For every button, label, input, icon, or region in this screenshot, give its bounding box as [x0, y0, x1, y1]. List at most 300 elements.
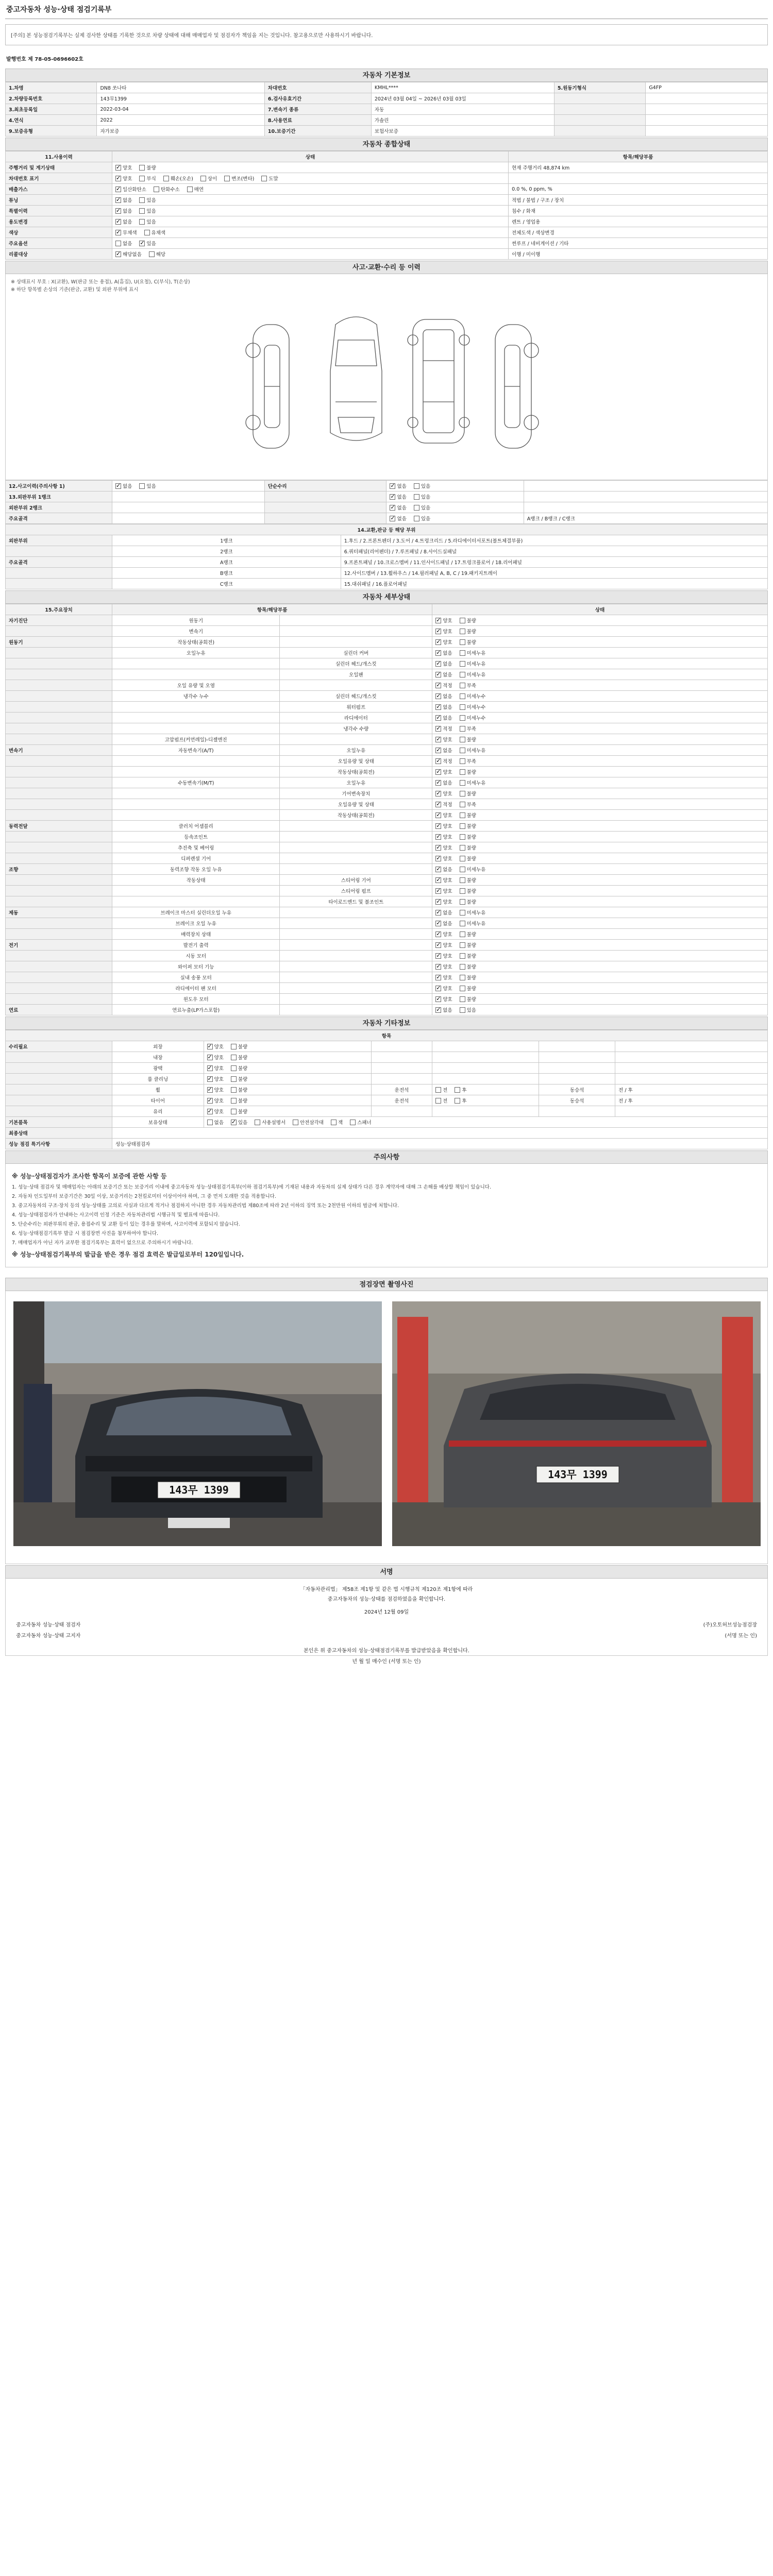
checkbox-option[interactable]: ✓ 양호 — [207, 1097, 224, 1104]
field-value: 보험사보증 — [371, 126, 554, 137]
checkbox-option[interactable]: 불량 — [231, 1097, 247, 1104]
device-group: 원동기 — [6, 637, 112, 648]
checkbox-option[interactable]: ✓ 없음 — [435, 779, 452, 786]
checked-box-icon[interactable] — [207, 1065, 213, 1071]
checkbox-option[interactable]: 없음 — [207, 1118, 224, 1126]
checkbox-option[interactable]: ✓ 양호 — [115, 175, 132, 182]
checked-box-icon[interactable] — [435, 996, 441, 1002]
row-label: 최종상태 — [6, 1128, 112, 1139]
checked-box-icon[interactable] — [435, 931, 441, 937]
checked-box-icon[interactable] — [435, 693, 441, 699]
empty-box-icon[interactable] — [460, 748, 465, 753]
checkbox-option[interactable]: ✓ 양호 — [207, 1054, 224, 1061]
checkbox-option[interactable]: 불량 — [231, 1108, 247, 1115]
caution-item: 1. 성능·상태 점검자 및 매매업자는 아래의 보증기간 또는 보증거리 이내에 중고자동차 성능·상태점검기록부(이하 점검기록부)에 기재된 내용과 자동차의 실제 상태가 다른 경우 계약자에 대해 그 손해를 배상할 책임이 있습니다. — [12, 1184, 491, 1190]
empty-box-icon[interactable] — [460, 921, 465, 926]
checkbox-option[interactable]: ✓ 없음 — [115, 196, 132, 204]
empty-box-icon[interactable] — [460, 683, 465, 688]
checkbox-option[interactable]: ✓ 없음 — [390, 482, 406, 489]
checked-box-icon[interactable] — [435, 834, 441, 840]
empty-box-icon[interactable] — [231, 1076, 237, 1082]
item-name: 발전기 출력 — [112, 940, 280, 951]
checkbox-option[interactable]: ✓ 무채색 — [115, 229, 137, 236]
empty-box-icon[interactable] — [460, 986, 465, 991]
side-label — [539, 1041, 615, 1052]
checkbox-option[interactable]: ✓ 없음 — [435, 920, 452, 927]
checked-box-icon[interactable] — [435, 769, 441, 775]
empty-box-icon[interactable] — [460, 1007, 465, 1013]
item-name — [112, 810, 280, 821]
empty-box-icon[interactable] — [460, 737, 465, 742]
checkbox-option[interactable]: 미세누유 — [460, 660, 486, 667]
checkbox-option[interactable]: 불량 — [460, 930, 476, 938]
checked-box-icon[interactable] — [435, 650, 441, 656]
checked-box-icon[interactable] — [139, 241, 145, 246]
row-label: 13.외판부위 1랭크 — [6, 492, 112, 502]
checkbox-option[interactable]: ✓ 없음 — [435, 909, 452, 916]
checkbox-option[interactable]: 있음 — [460, 1006, 476, 1013]
checked-box-icon[interactable] — [115, 208, 121, 214]
checkbox-option[interactable]: 해당 — [149, 250, 165, 258]
car-rear-view-icon — [408, 319, 469, 443]
checked-box-icon[interactable] — [435, 672, 441, 677]
panel-group: 주요골격 — [6, 557, 112, 568]
checkbox-option[interactable]: 불량 — [460, 790, 476, 797]
checkbox-option[interactable]: 불량 — [231, 1043, 247, 1050]
checkbox-option[interactable]: 부족 — [460, 682, 476, 689]
checkbox-option[interactable]: 부족 — [460, 757, 476, 765]
checkbox-option[interactable]: 불량 — [460, 768, 476, 775]
empty-box-icon[interactable] — [460, 769, 465, 775]
empty-box-icon[interactable] — [460, 931, 465, 937]
empty-box-icon[interactable] — [460, 910, 465, 916]
empty-box-icon[interactable] — [139, 483, 145, 489]
checkbox-option[interactable]: 불량 — [460, 941, 476, 948]
checked-box-icon[interactable] — [435, 964, 441, 970]
checkbox-option[interactable]: 있음 — [139, 218, 156, 225]
checked-box-icon[interactable] — [435, 726, 441, 732]
checked-box-icon[interactable] — [435, 888, 441, 894]
checkbox-option[interactable]: ✓ 적정 — [435, 725, 452, 732]
checkbox-option[interactable]: ✓ 양호 — [435, 974, 452, 981]
checked-box-icon[interactable] — [435, 629, 441, 634]
other-info-table — [5, 1030, 768, 1149]
checkbox-option[interactable]: ✓ 양호 — [435, 790, 452, 797]
checkbox-option[interactable]: ✓ 양호 — [435, 833, 452, 840]
checkbox-option[interactable]: ✓ 양호 — [435, 822, 452, 829]
table-row — [6, 821, 768, 832]
empty-box-icon[interactable] — [460, 975, 465, 980]
row-group — [6, 1063, 112, 1074]
checkbox-option[interactable]: 불량 — [460, 736, 476, 743]
checked-box-icon[interactable] — [115, 176, 121, 181]
checkbox-option[interactable]: 상이 — [200, 175, 217, 182]
checkbox-option[interactable]: ✓ 없음 — [390, 515, 406, 522]
empty-box-icon[interactable] — [460, 672, 465, 677]
checkbox-option[interactable]: ✓ 양호 — [435, 844, 452, 851]
empty-box-icon[interactable] — [139, 197, 145, 203]
item-name: 동력조향 작동 오일 누유 — [112, 864, 280, 875]
empty-box-icon[interactable] — [139, 165, 145, 171]
item-name: 배력장치 상태 — [112, 929, 280, 940]
checkbox-option[interactable]: 있음 — [139, 196, 156, 204]
checkbox-option[interactable]: 불량 — [460, 844, 476, 851]
checkbox-option[interactable]: ✓ 양호 — [435, 876, 452, 884]
table-row — [6, 126, 768, 137]
empty-box-icon[interactable] — [460, 639, 465, 645]
checkbox-option[interactable]: 미세누유 — [460, 747, 486, 754]
checked-box-icon[interactable] — [435, 715, 441, 721]
checkbox-option[interactable]: 불량 — [231, 1054, 247, 1061]
empty-box-icon[interactable] — [231, 1065, 237, 1071]
checkbox-option[interactable]: ✓ 양호 — [207, 1108, 224, 1115]
checkbox-option[interactable]: 훼손(오손) — [163, 175, 193, 182]
empty-box-icon[interactable] — [207, 1120, 213, 1125]
checkbox-option[interactable]: 불량 — [460, 833, 476, 840]
empty-box-icon[interactable] — [460, 856, 465, 861]
checkbox-option[interactable]: ✓ 없음 — [435, 714, 452, 721]
empty-box-icon[interactable] — [261, 176, 267, 181]
checkbox-option[interactable]: ✓ 양호 — [435, 941, 452, 948]
empty-box-icon[interactable] — [460, 942, 465, 948]
checked-box-icon[interactable] — [115, 483, 121, 489]
checkbox-option[interactable]: ✓ 없음 — [115, 482, 132, 489]
checkbox-option[interactable]: ✓ 적정 — [435, 757, 452, 765]
checkbox-option[interactable]: 사용설명서 — [255, 1118, 285, 1126]
field-label: 7.변속기 종류 — [264, 104, 371, 115]
empty-box-icon[interactable] — [460, 996, 465, 1002]
empty-box-icon[interactable] — [460, 780, 465, 786]
empty-box-icon[interactable] — [460, 802, 465, 807]
checkbox-option[interactable]: 있음 — [139, 207, 156, 214]
checkbox-option[interactable]: ✓ 양호 — [435, 736, 452, 743]
empty-box-icon[interactable] — [139, 176, 145, 181]
checkbox-option[interactable]: 있음 — [414, 493, 430, 500]
checked-box-icon[interactable] — [207, 1044, 213, 1049]
checkbox-option[interactable]: 있음 — [139, 482, 156, 489]
checkbox-option[interactable]: ✓ 없음 — [435, 703, 452, 710]
empty-box-icon[interactable] — [460, 629, 465, 634]
checked-box-icon[interactable] — [435, 856, 441, 861]
empty-box-icon[interactable] — [460, 618, 465, 623]
checkbox-option[interactable]: ✓ 양호 — [435, 898, 452, 905]
checkbox-option[interactable]: 불량 — [460, 822, 476, 829]
empty-box-icon[interactable] — [455, 1087, 460, 1093]
empty-box-icon[interactable] — [231, 1098, 237, 1104]
empty-box-icon[interactable] — [460, 715, 465, 721]
empty-box-icon[interactable] — [293, 1120, 298, 1125]
checkbox-option[interactable]: ✓ 적정 — [435, 682, 452, 689]
checked-box-icon[interactable] — [207, 1055, 213, 1060]
checked-box-icon[interactable] — [435, 780, 441, 786]
checked-box-icon[interactable] — [435, 845, 441, 851]
empty-box-icon[interactable] — [224, 176, 230, 181]
empty-box-icon[interactable] — [460, 867, 465, 872]
checked-box-icon[interactable] — [435, 812, 441, 818]
checkbox-option[interactable]: 부족 — [460, 725, 476, 732]
empty-box-icon[interactable] — [455, 1098, 460, 1104]
checkbox-option[interactable]: 없음 — [115, 240, 132, 247]
checked-box-icon[interactable] — [115, 197, 121, 203]
table-row — [6, 238, 768, 249]
checkbox-option[interactable]: 불량 — [231, 1086, 247, 1093]
checkbox-option[interactable]: 미세누유 — [460, 909, 486, 916]
checked-box-icon[interactable] — [435, 661, 441, 667]
empty-box-icon[interactable] — [154, 187, 159, 192]
empty-box-icon[interactable] — [460, 823, 465, 829]
checkbox-option[interactable]: 부족 — [460, 801, 476, 808]
checkbox-option[interactable]: ✓ 있음 — [139, 240, 156, 247]
checked-box-icon[interactable] — [435, 975, 441, 980]
empty-box-icon[interactable] — [200, 176, 206, 181]
checked-box-icon[interactable] — [435, 791, 441, 796]
empty-box-icon[interactable] — [139, 219, 145, 225]
checkbox-option[interactable]: 미세누유 — [460, 779, 486, 786]
row-group — [6, 1095, 112, 1106]
checked-box-icon[interactable] — [435, 910, 441, 916]
checkbox-option[interactable]: ✓ 양호 — [115, 164, 132, 171]
checkbox-option[interactable]: ✓ 양호 — [435, 985, 452, 992]
empty-box-icon[interactable] — [435, 1098, 441, 1104]
empty-box-icon[interactable] — [460, 758, 465, 764]
checkbox-option[interactable]: 잭 — [331, 1118, 343, 1126]
empty-box-icon[interactable] — [231, 1044, 237, 1049]
checked-box-icon[interactable] — [390, 505, 395, 511]
checked-box-icon[interactable] — [435, 921, 441, 926]
checked-box-icon[interactable] — [435, 683, 441, 688]
sign-line-1: 「자동차관리법」 제58조 제1항 및 같은 법 시행규칙 제120조 제1항에 따라 — [300, 1587, 473, 1592]
checkbox-option[interactable]: 안전삼각대 — [293, 1118, 324, 1126]
empty-box-icon[interactable] — [144, 230, 150, 235]
status-options — [432, 691, 768, 702]
empty-box-icon[interactable] — [414, 483, 419, 489]
empty-box-icon[interactable] — [231, 1055, 237, 1060]
checkbox-option[interactable]: 유채색 — [144, 229, 166, 236]
status-options — [432, 832, 768, 842]
checkbox-option[interactable]: ✓ 없음 — [435, 692, 452, 700]
checked-box-icon[interactable] — [115, 219, 121, 225]
empty-box-icon[interactable] — [331, 1120, 337, 1125]
checked-box-icon[interactable] — [435, 877, 441, 883]
checkbox-option[interactable]: ✓ 없음 — [115, 207, 132, 214]
checkbox-option[interactable]: ✓ 양호 — [435, 768, 452, 775]
checked-box-icon[interactable] — [435, 899, 441, 905]
checkbox-option[interactable]: 있음 — [414, 515, 430, 522]
checkbox-option[interactable]: ✓ 양호 — [435, 628, 452, 635]
checkbox-option[interactable]: 불량 — [460, 628, 476, 635]
checkbox-option[interactable]: ✓ 양호 — [207, 1075, 224, 1082]
empty-box-icon[interactable] — [460, 650, 465, 656]
checkbox-option[interactable]: 스패너 — [350, 1118, 372, 1126]
empty-box-icon[interactable] — [460, 964, 465, 970]
field-value: 2022-03-04 — [97, 104, 264, 115]
side-options — [432, 1095, 539, 1106]
checkbox-option[interactable]: 불량 — [460, 995, 476, 1003]
checked-box-icon[interactable] — [435, 748, 441, 753]
car-damage-diagram — [5, 274, 768, 480]
checked-box-icon[interactable] — [435, 618, 441, 623]
checkbox-option[interactable]: 불량 — [460, 898, 476, 905]
checked-box-icon[interactable] — [115, 230, 121, 235]
checkbox-option[interactable]: 불량 — [460, 876, 476, 884]
checkbox-option[interactable]: ✓ 양호 — [435, 811, 452, 819]
empty-box-icon[interactable] — [460, 661, 465, 667]
checkbox-option[interactable]: 불량 — [460, 811, 476, 819]
empty-box-icon[interactable] — [231, 1087, 237, 1093]
checkbox-option[interactable]: 미세누수 — [460, 692, 486, 700]
empty-box-icon[interactable] — [460, 812, 465, 818]
checked-box-icon[interactable] — [435, 758, 441, 764]
checked-box-icon[interactable] — [231, 1120, 237, 1125]
checked-box-icon[interactable] — [115, 251, 121, 257]
checkbox-option[interactable]: ✓ 양호 — [435, 855, 452, 862]
checkbox-option[interactable]: 전 — [435, 1097, 447, 1104]
checkbox-option[interactable]: ✓ 없음 — [435, 866, 452, 873]
checkbox-option[interactable]: 불량 — [231, 1075, 247, 1082]
empty-box-icon[interactable] — [460, 877, 465, 883]
checkbox-option[interactable]: 부식 — [139, 175, 156, 182]
checkbox-option[interactable]: 탄화수소 — [154, 185, 180, 193]
checked-box-icon[interactable] — [390, 483, 395, 489]
checkbox-option[interactable]: 미세누유 — [460, 649, 486, 656]
checked-box-icon[interactable] — [435, 942, 441, 948]
checkbox-option[interactable]: ✓ 양호 — [207, 1086, 224, 1093]
checkbox-option[interactable]: ✓ 양호 — [207, 1043, 224, 1050]
checked-box-icon[interactable] — [207, 1098, 213, 1104]
checkbox-option[interactable]: ✓ 없음 — [390, 493, 406, 500]
checkbox-option[interactable]: 미세누유 — [460, 866, 486, 873]
empty-box-icon[interactable] — [460, 704, 465, 710]
checked-box-icon[interactable] — [207, 1109, 213, 1114]
empty-box-icon[interactable] — [460, 953, 465, 959]
checkbox-option[interactable]: 미세누수 — [460, 714, 486, 721]
checkbox-option[interactable]: ✓ 일산화탄소 — [115, 185, 146, 193]
panel-list: 1.후드 / 2.프론트펜더 / 3.도어 / 4.트렁크리드 / 5.라디에이터서포트(볼트체결부품) — [341, 535, 767, 546]
checked-box-icon[interactable] — [435, 953, 441, 959]
checkbox-option[interactable]: ✓ 양호 — [435, 930, 452, 938]
checkbox-option[interactable]: 불량 — [460, 963, 476, 970]
empty-box-icon[interactable] — [414, 505, 419, 511]
empty-box-icon[interactable] — [460, 791, 465, 796]
checkbox-option[interactable]: 미세누유 — [460, 920, 486, 927]
checkbox-option[interactable]: ✓ 없음 — [115, 218, 132, 225]
empty-box-icon[interactable] — [149, 251, 155, 257]
empty-box-icon[interactable] — [414, 516, 419, 521]
checkbox-option[interactable]: 후 — [455, 1097, 466, 1104]
checked-box-icon[interactable] — [435, 867, 441, 872]
table-row — [6, 886, 768, 896]
checkbox-option[interactable]: 불량 — [460, 887, 476, 894]
empty-box-icon[interactable] — [163, 176, 169, 181]
checkbox-option[interactable]: 불량 — [460, 974, 476, 981]
checkbox-option[interactable]: 불량 — [460, 617, 476, 624]
device-group — [6, 875, 112, 886]
checkbox-option[interactable]: ✓ 해당없음 — [115, 250, 142, 258]
empty-box-icon[interactable] — [435, 1087, 441, 1093]
checkbox-option[interactable]: 불량 — [139, 164, 156, 171]
empty-box-icon[interactable] — [460, 693, 465, 699]
checked-box-icon[interactable] — [435, 802, 441, 807]
checked-box-icon[interactable] — [390, 516, 395, 521]
empty-box-icon[interactable] — [255, 1120, 260, 1125]
checkbox-option[interactable]: ✓ 양호 — [207, 1064, 224, 1072]
checked-box-icon[interactable] — [207, 1087, 213, 1093]
checkbox-option[interactable]: 매연 — [187, 185, 204, 193]
table-row — [6, 557, 768, 568]
empty-box-icon[interactable] — [460, 899, 465, 905]
checkbox-option[interactable]: ✓ 양호 — [435, 617, 452, 624]
checkbox-option[interactable]: ✓ 없음 — [390, 504, 406, 511]
empty-box-icon[interactable] — [231, 1109, 237, 1114]
status-options — [432, 799, 768, 810]
checkbox-option[interactable]: 불량 — [460, 952, 476, 959]
checkbox-option[interactable]: ✓ 양호 — [435, 952, 452, 959]
checked-box-icon[interactable] — [435, 986, 441, 991]
item-name: 냉각수 누수 — [112, 691, 280, 702]
damage-legend-note: ※ 하단 항목별 손상의 기준(판금, 교환) 및 외판 부위에 표시 — [11, 287, 139, 293]
checked-box-icon[interactable] — [207, 1076, 213, 1082]
checkbox-option[interactable]: 변조(변타) — [224, 175, 254, 182]
checkbox-option[interactable]: ✓ 양호 — [435, 963, 452, 970]
table-row — [6, 1041, 768, 1052]
checkbox-option[interactable]: ✓ 양호 — [435, 995, 452, 1003]
checkbox-option[interactable]: ✓ 적정 — [435, 801, 452, 808]
row-detail — [524, 492, 767, 502]
row-detail: 0.0 %, 0 ppm, % — [509, 184, 768, 195]
checkbox-option[interactable]: 불량 — [460, 855, 476, 862]
empty-box-icon[interactable] — [115, 241, 121, 246]
checkbox-option[interactable]: 미세누수 — [460, 703, 486, 710]
checkbox-option[interactable]: 미세누유 — [460, 671, 486, 678]
empty-box-icon[interactable] — [139, 208, 145, 214]
checked-box-icon[interactable] — [115, 187, 121, 192]
other-info-heading: 자동차 기타정보 — [5, 1016, 768, 1030]
checkbox-option[interactable]: ✓ 없음 — [435, 747, 452, 754]
status-options — [204, 1074, 371, 1084]
checkbox-option[interactable]: 있음 — [414, 504, 430, 511]
checked-box-icon[interactable] — [435, 704, 441, 710]
checked-box-icon[interactable] — [115, 165, 121, 171]
checkbox-option[interactable]: 후 — [455, 1086, 466, 1093]
checkbox-option[interactable]: 도말 — [261, 175, 278, 182]
checkbox-option[interactable]: 불량 — [231, 1064, 247, 1072]
checkbox-option[interactable]: ✓ 없음 — [435, 660, 452, 667]
empty-box-icon[interactable] — [460, 726, 465, 732]
checked-box-icon[interactable] — [435, 639, 441, 645]
empty-box-icon[interactable] — [460, 845, 465, 851]
checkbox-option[interactable]: ✓ 없음 — [435, 671, 452, 678]
checked-box-icon[interactable] — [390, 494, 395, 500]
empty-box-icon[interactable] — [414, 494, 419, 500]
checkbox-option[interactable]: 불량 — [460, 638, 476, 646]
checked-box-icon[interactable] — [435, 737, 441, 742]
checkbox-option[interactable]: ✓ 있음 — [231, 1118, 247, 1126]
empty-box-icon[interactable] — [350, 1120, 356, 1125]
checkbox-option[interactable]: ✓ 없음 — [435, 649, 452, 656]
checkbox-option[interactable]: ✓ 양호 — [435, 887, 452, 894]
device-group — [6, 691, 112, 702]
empty-box-icon[interactable] — [460, 834, 465, 840]
checkbox-option[interactable]: ✓ 양호 — [435, 638, 452, 646]
empty-box-icon[interactable] — [460, 888, 465, 894]
empty-box-icon[interactable] — [187, 187, 193, 192]
checkbox-option[interactable]: 불량 — [460, 985, 476, 992]
checkbox-option[interactable]: 있음 — [414, 482, 430, 489]
checked-box-icon[interactable] — [435, 823, 441, 829]
checkbox-option[interactable]: ✓ 없음 — [435, 1006, 452, 1013]
checked-box-icon[interactable] — [435, 1007, 441, 1013]
checkbox-option[interactable]: 전 — [435, 1086, 447, 1093]
